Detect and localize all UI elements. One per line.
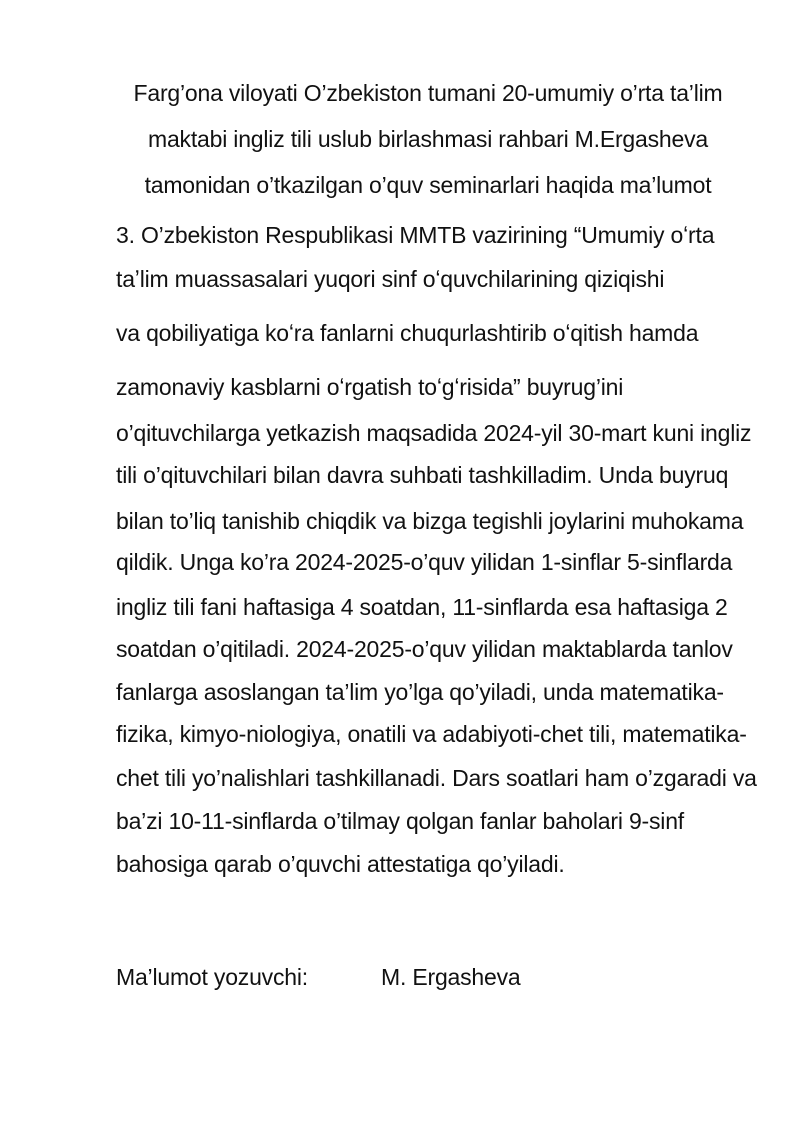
body-line: bahosiga qarab o’quvchi attestatiga qo’yiladi. xyxy=(116,851,565,877)
body-line: fizika, kimyo-niologiya, onatili va adabiyoti-chet tili, matematika- xyxy=(116,721,747,747)
body-line: va qobiliyatiga koʻra fanlarni chuqurlashtirib oʻqitish hamda xyxy=(116,320,699,346)
body-line: soatdan o’qitiladi. 2024-2025-o’quv yilidan maktablarda tanlov xyxy=(116,636,733,662)
title-line: maktabi ingliz tili uslub birlashmasi rahbari M.Ergasheva xyxy=(147,126,708,152)
body-line: chet tili yo’nalishlari tashkillanadi. Dars soatlari ham o’zgaradi va xyxy=(116,765,757,791)
body-line: ba’zi 10-11-sinflarda o’tilmay qolgan fanlar baholari 9-sinf xyxy=(116,808,684,834)
body-line: o’qituvchilarga yetkazish maqsadida 2024-yil 30-mart kuni ingliz xyxy=(116,420,752,446)
body-line: zamonaviy kasblarni oʻrgatish toʻgʻrisida” buyrug’ini xyxy=(116,374,624,400)
title-line: Farg’ona viloyati O’zbekiston tumani 20-umumiy o’rta ta’lim xyxy=(133,80,723,106)
body-line: ingliz tili fani haftasiga 4 soatdan, 11-sinflarda esa haftasiga 2 xyxy=(116,594,728,620)
body-line: qildik. Unga ko’ra 2024-2025-o’quv yilidan 1-sinflar 5-sinflarda xyxy=(116,549,733,575)
body-line: tili o’qituvchilari bilan davra suhbati tashkilladim. Unda buyruq xyxy=(116,462,729,488)
body-line: taʼlim muassasalari yuqori sinf oʻquvchilarining qiziqishi xyxy=(116,266,665,292)
signature-label: Ma’lumot yozuvchi: xyxy=(116,964,308,990)
body-line: fanlarga asoslangan ta’lim yo’lga qo’yiladi, unda matematika- xyxy=(116,679,724,705)
body-line: 3. O’zbekiston Respublikasi MMTB vazirining “Umumiy oʻrta xyxy=(116,222,715,248)
signature-name: M. Ergasheva xyxy=(381,964,521,990)
body-line: bilan to’liq tanishib chiqdik va bizga tegishli joylarini muhokama xyxy=(116,508,744,534)
title-line: tamonidan o’tkazilgan o’quv seminarlari haqida ma’lumot xyxy=(144,172,712,198)
document-title xyxy=(0,70,800,208)
